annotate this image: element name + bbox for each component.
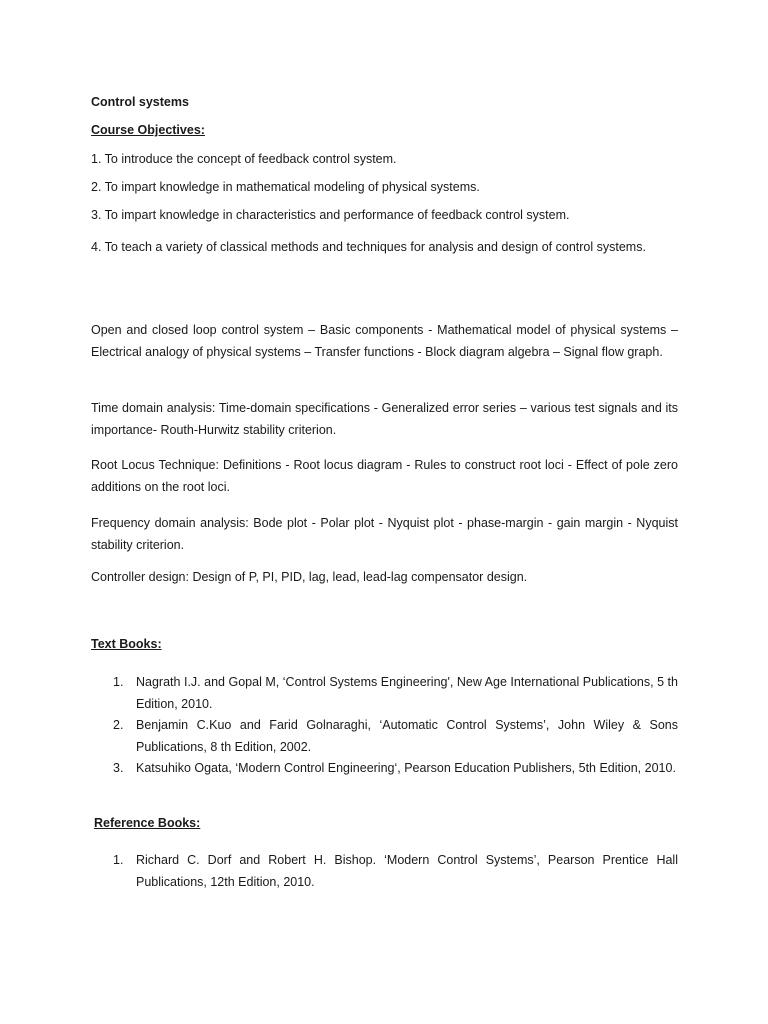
objective-item: 1. To introduce the concept of feedback control system. (91, 152, 397, 166)
text-books-list (91, 672, 678, 780)
unit-paragraph: Root Locus Technique: Definitions - Root locus diagram - Rules to construct root loci - Effect of pole zero additions on the root loci. (91, 458, 678, 494)
list-item: 1. Richard C. Dorf and Robert H. Bishop. ‘Modern Control Systems’, Pearson Prentice Hall Publications, 12th Edition, 2010. (113, 853, 678, 889)
list-item: 1. Nagrath I.J. and Gopal M, ‘Control Systems Engineering', New Age International Publications, 5 th Edition, 2010. (113, 675, 678, 711)
unit-paragraph: Open and closed loop control system – Basic components - Mathematical model of physical systems – Electrical analogy of physical systems – Transfer functions - Block diagram algebra – Signal flow graph. (91, 323, 678, 359)
objective-item: 4. To teach a variety of classical methods and techniques for analysis and design of control systems. (91, 240, 646, 254)
reference-books-heading: Reference Books: (94, 816, 201, 830)
objectives-heading: Course Objectives: (91, 123, 205, 137)
unit-paragraph: Controller design: Design of P, PI, PID, lag, lead, lead-lag compensator design. (91, 570, 528, 584)
text-books-heading: Text Books: (91, 637, 162, 651)
list-item: 3. Katsuhiko Ogata, ‘Modern Control Engineering‘, Pearson Education Publishers, 5th Edition, 2010. (113, 761, 676, 775)
unit-paragraph: Frequency domain analysis: Bode plot - Polar plot - Nyquist plot - phase-margin - gain margin - Nyquist stability criterion. (91, 516, 678, 552)
list-item: 2. Benjamin C.Kuo and Farid Golnaraghi, ‘Automatic Control Systems’, John Wiley & Sons Publications, 8 th Edition, 2002. (113, 718, 678, 754)
reference-books-list (91, 850, 678, 893)
objective-item: 3. To impart knowledge in characteristics and performance of feedback control system. (91, 208, 570, 222)
document-title: Control systems (91, 95, 189, 109)
unit-paragraph: Time domain analysis: Time-domain specifications - Generalized error series – various test signals and its importance- Routh-Hurwitz stability criterion. (91, 401, 678, 437)
objective-item: 2. To impart knowledge in mathematical modeling of physical systems. (91, 180, 480, 194)
